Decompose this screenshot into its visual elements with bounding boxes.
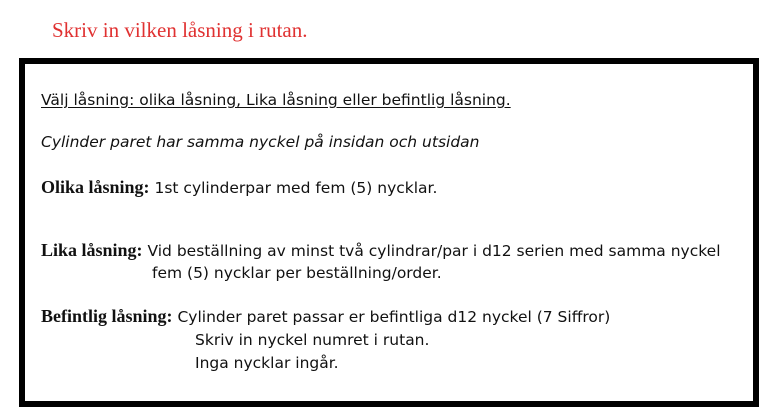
option-befintlig-desc-1: Cylinder paret passar er befintliga d12 nyckel (7 Siffror) — [177, 308, 611, 326]
option-olika-row — [41, 177, 437, 198]
option-olika-label: Olika låsning: — [41, 177, 150, 197]
option-lika-desc-2: fem (5) nycklar per beställning/order. — [152, 264, 442, 282]
cylinder-note: Cylinder paret har samma nyckel på insidan och utsidan — [41, 133, 480, 151]
option-befintlig-label: Befintlig låsning: — [41, 306, 173, 326]
option-lika-row — [41, 240, 721, 261]
locking-info-box — [19, 58, 759, 407]
option-olika-desc: 1st cylinderpar med fem (5) nycklar. — [154, 179, 438, 197]
option-befintlig-row — [41, 306, 610, 327]
option-befintlig-desc-2: Skriv in nyckel numret i rutan. — [195, 331, 430, 349]
option-befintlig-desc-3: Inga nycklar ingår. — [195, 354, 339, 372]
option-lika-label: Lika låsning: — [41, 240, 143, 260]
choose-locking-line: Välj låsning: olika låsning, Lika låsning eller befintlig låsning. — [41, 91, 511, 109]
option-lika-desc-1: Vid beställning av minst två cylindrar/par i d12 serien med samma nyckel — [147, 242, 721, 260]
instruction-heading: Skriv in vilken låsning i rutan. — [52, 18, 308, 42]
